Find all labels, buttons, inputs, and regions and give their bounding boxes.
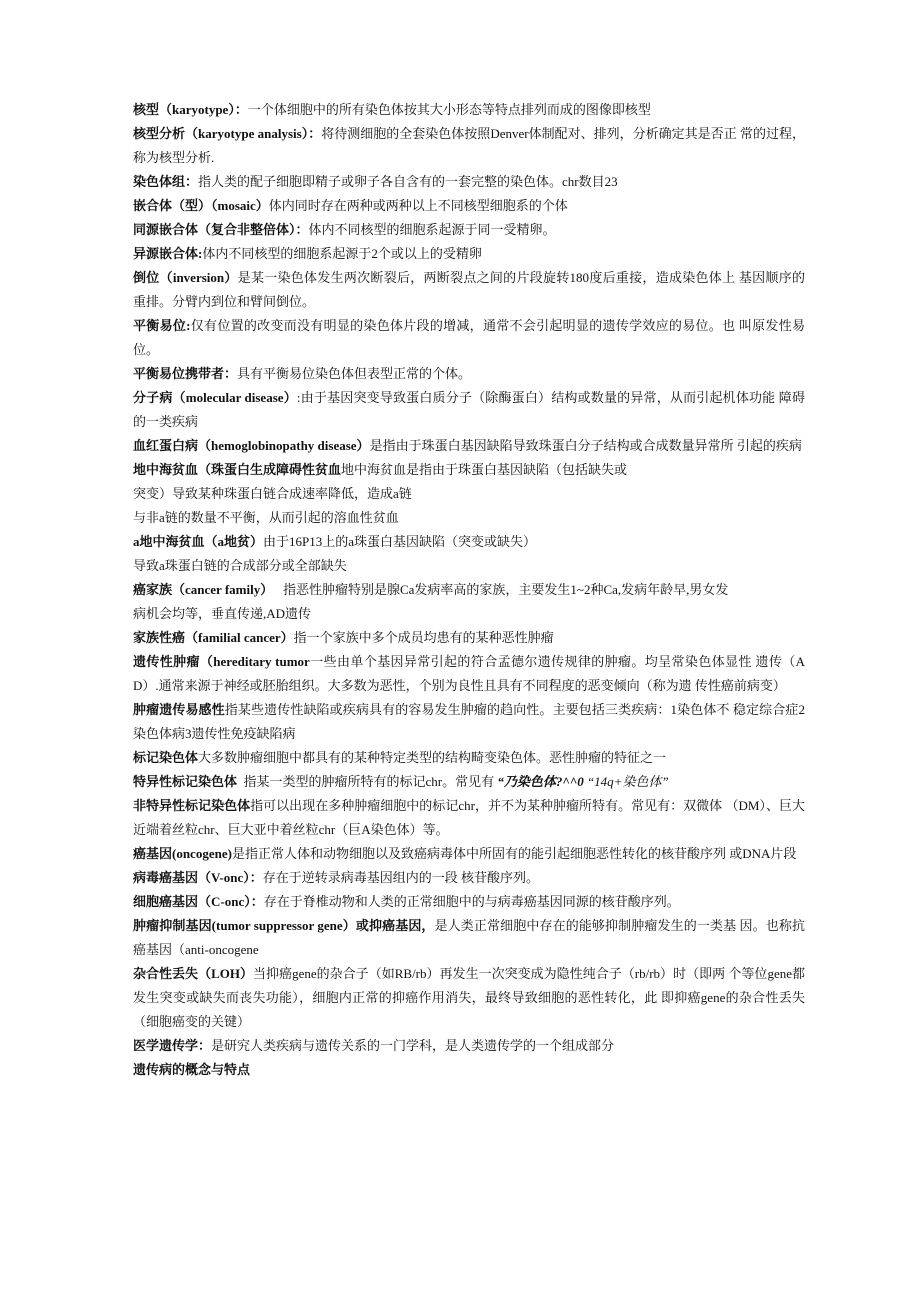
glossary-entry-inversion: 倒位（inversion）是某一染色体发生两次断裂后，两断裂点之间的片段旋转180度后重接，造成染色体上 基因顺序的重排。分臂内到位和臂间倒位。: [133, 270, 805, 309]
glossary-entry-medical-genetics: 医学遗传学：是研究人类疾病与遗传关系的一门学科，是人类遗传学的一个组成部分: [133, 1038, 615, 1053]
glossary-entry-cancer-family: 癌家族（cancer family） 指恶性肿瘤特别是腺Ca发病率高的家族，主要发生1~2种Ca,发病年龄早,男女发: [133, 582, 729, 597]
glossary-entry-alpha-thalassemia: a地中海贫血（a地贫）由于16P13上的a珠蛋白基因缺陷（突变或缺失）: [133, 534, 537, 549]
glossary-entry-cancer-family-cont: 病机会均等，垂直传递,AD遗传: [133, 606, 312, 621]
section-heading-genetic-disease: 遗传病的概念与特点: [133, 1062, 251, 1077]
glossary-entry-hereditary-tumor: 遗传性肿瘤（hereditary tumor一些由单个基因异常引起的符合孟德尔遗传规律的肿瘤。均呈常染色体显性 遗传（AD）.通常来源于神经或胚胎组织。大多数为恶性，个别为良性且具有不同程度的恶变倾向（称为遗 传性癌前病变）: [133, 654, 806, 693]
glossary-entry-homologous-mosaic: 同源嵌合体（复合非整倍体）：体内不同核型的细胞系起源于同一受精卵。: [133, 222, 556, 237]
glossary-entry-alpha-thalassemia-cont: 导致a珠蛋白链的合成部分或全部缺失: [133, 558, 347, 573]
glossary-entry-mosaic: 嵌合体（型）（mosaic）体内同时存在两种或两种以上不同核型细胞系的个体: [133, 198, 568, 213]
glossary-entry-balanced-translocation: 平衡易位:仅有位置的改变而没有明显的染色体片段的增减，通常不会引起明显的遗传学效应的易位。也 叫原发性易位。: [133, 318, 805, 357]
glossary-entry-thalassemia-cont-1: 突变）导致某种珠蛋白链合成速率降低，造成a链: [133, 486, 412, 501]
glossary-entry-heterologous-mosaic: 异源嵌合体:体内不同核型的细胞系起源于2个或以上的受精卵: [133, 246, 482, 261]
glossary-entry-nonspecific-marker: 非特异性标记染色体指可以出现在多种肿瘤细胞中的标记chr，并不为某种肿瘤所特有。常见有：双微体 （DM）、巨大近端着丝粒chr、巨大亚中着丝粒chr（巨A染色体）等。: [133, 798, 805, 837]
glossary-entry-thalassemia-cont-2: 与非a链的数量不平衡，从而引起的溶血性贫血: [133, 510, 399, 525]
glossary-entry-tumor-suppressor: 肿瘤抑制基因(tumor suppressor gene）或抑癌基因，是人类正常细胞中存在的能够抑制肿瘤发生的一类基 因。也称抗癌基因（anti-oncogene: [133, 918, 805, 957]
glossary-entry-chromosome-set: 染色体组：指人类的配子细胞即精子或卵子各自含有的一套完整的染色体。chr数目23: [133, 174, 618, 189]
glossary-entry-c-onc: 细胞癌基因（C-onc）：存在于脊椎动物和人类的正常细胞中的与病毒癌基因同源的核苷酸序列。: [133, 894, 680, 909]
glossary-entry-karyotype-analysis: 核型分析（karyotype analysis）：将待测细胞的全套染色体按照Denver体制配对、排列，分析确定其是否正 常的过程，称为核型分析.: [133, 126, 805, 165]
glossary-entry-karyotype: 核型（karyotype）：一个体细胞中的所有染色体按其大小形态等特点排列而成的图像即核型: [133, 102, 651, 117]
glossary-entry-tumor-susceptibility: 肿瘤遗传易感性指某些遗传性缺陷或疾病具有的容易发生肿瘤的趋向性。主要包括三类疾病：1染色体不 稳定综合症2染色体病3遗传性免疫缺陷病: [133, 702, 805, 741]
glossary-entry-loh: 杂合性丢失（LOH）当抑癌gene的杂合子（如RB/rb）再发生一次突变成为隐性纯合子（rb/rb）时（即两 个等位gene都发生突变或缺失而丧失功能），细胞内正常的抑癌作用消失，最终导致细胞的恶性转化，此 即抑癌gene的杂合性丢失（细胞癌变的关键）: [133, 966, 805, 1029]
glossary-entry-thalassemia: 地中海贫血（珠蛋白生成障碍性贫血地中海贫血是指由于珠蛋白基因缺陷（包括缺失或: [133, 462, 628, 477]
glossary-entry-v-onc: 病毒癌基因（V-onc）：存在于逆转录病毒基因组内的一段 核苷酸序列。: [133, 870, 540, 885]
glossary-entry-balanced-carrier: 平衡易位携带者：具有平衡易位染色体但表型正常的个体。: [133, 366, 472, 381]
glossary-entry-hemoglobinopathy: 血红蛋白病（hemoglobinopathy disease）是指由于珠蛋白基因缺陷导致珠蛋白分子结构或合成数量异常所 引起的疾病: [133, 438, 802, 453]
glossary-list: [133, 98, 805, 1082]
glossary-entry-specific-marker: 特异性标记染色体 指某一类型的肿瘤所特有的标记chr。常见有 “乃染色体?^^0 “14q+染色体”: [133, 774, 669, 789]
glossary-entry-molecular-disease: 分子病（molecular disease）:由于基因突变导致蛋白质分子（除酶蛋白）结构或数量的异常，从而引起机体功能 障碍的一类疾病: [133, 390, 805, 429]
glossary-entry-marker-chromosome: 标记染色体大多数肿瘤细胞中都具有的某种特定类型的结构畸变染色体。恶性肿瘤的特征之一: [133, 750, 667, 765]
glossary-entry-oncogene: 癌基因(oncogene)是指正常人体和动物细胞以及致癌病毒体中所固有的能引起细胞恶性转化的核苷酸序列 或DNA片段: [133, 846, 797, 861]
glossary-entry-familial-cancer: 家族性癌（familial cancer）指一个家族中多个成员均患有的某种恶性肿瘤: [133, 630, 554, 645]
